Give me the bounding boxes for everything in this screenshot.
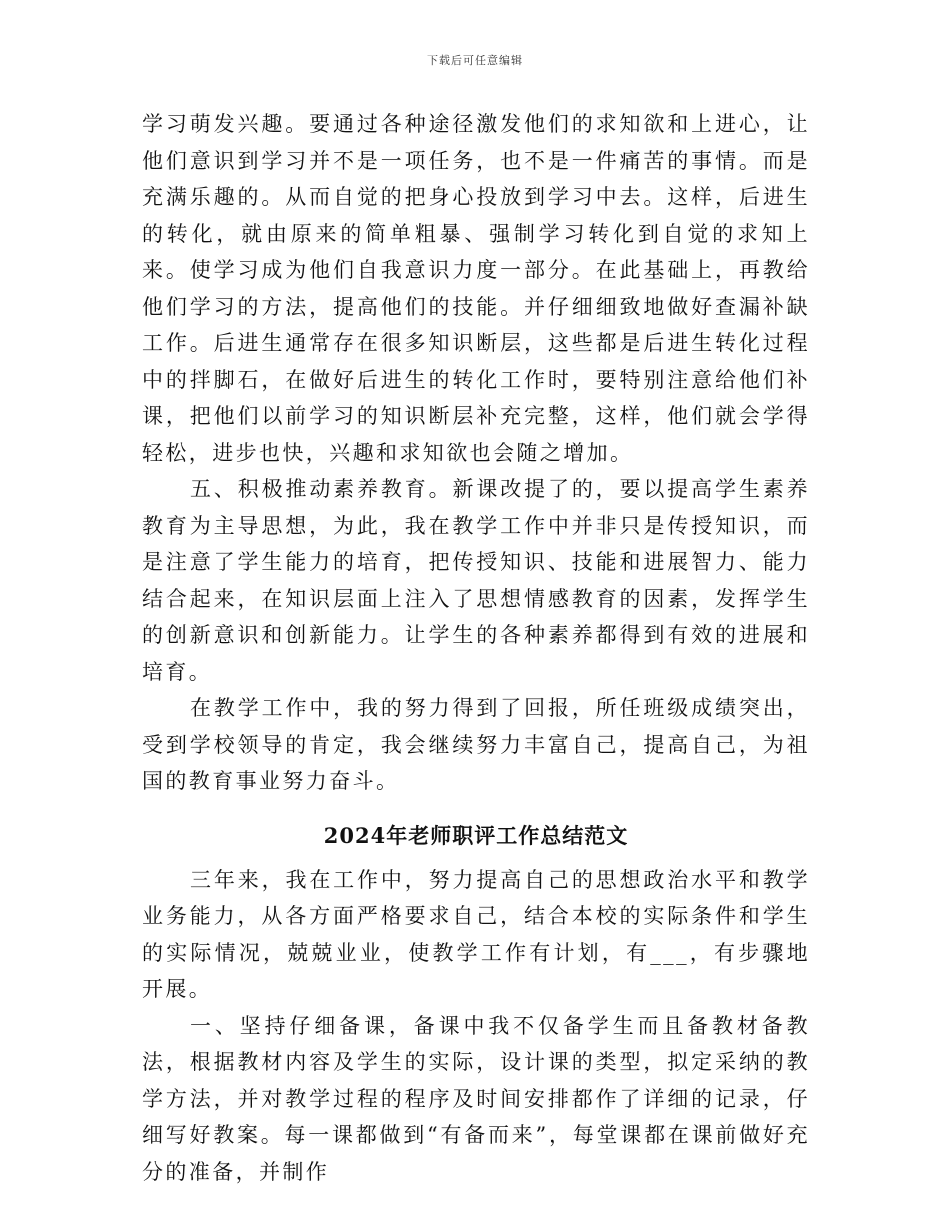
paragraph-conclusion: 在教学工作中，我的努力得到了回报，所任班级成绩突出，受到学校领导的肯定，我会继续努力丰富自己，提高自己，为祖国的教育事业努力奋斗。 — [142, 696, 810, 793]
section-title: 2024年老师职评工作总结范文 — [323, 822, 629, 848]
document-body — [142, 106, 810, 1190]
paragraph-intro: 三年来，我在工作中，努力提高自己的思想政治水平和教学业务能力，从各方面严格要求自己，结合本校的实际条件和学生的实际情况，兢兢业业，使教学工作有计划，有___，有步骤地开展。 — [142, 867, 810, 1001]
paragraph-lesson-prep: 一、坚持仔细备课，备课中我不仅备学生而且备教材备教法，根据教材内容及学生的实际，设计课的类型，拟定采纳的教学方法，并对教学过程的程序及时间安排都作了详细的记录，仔细写好教案。每一课都做到“有备而来”，每堂课都在课前做好充分的准备，并制作 — [142, 1013, 810, 1184]
paragraph-quality-education: 五、积极推动素养教育。新课改提了的，要以提高学生素养教育为主导思想，为此，我在教学工作中并非只是传授知识，而是注意了学生能力的培育，把传授知识、技能和进展智力、能力结合起来，在知识层面上注入了思想情感教育的因素，发挥学生的创新意识和创新能力。让学生的各种素养都得到有效的进展和培育。 — [142, 477, 810, 684]
paragraph-continuation: 学习萌发兴趣。要通过各种途径激发他们的求知欲和上进心，让他们意识到学习并不是一项任务，也不是一件痛苦的事情。而是充满乐趣的。从而自觉的把身心投放到学习中去。这样，后进生的转化，就由原来的简单粗暴、强制学习转化到自觉的求知上来。使学习成为他们自我意识力度一部分。在此基础上，再教给他们学习的方法，提高他们的技能。并仔细细致地做好查漏补缺工作。后进生通常存在很多知识断层，这些都是后进生转化过程中的拌脚石，在做好后进生的转化工作时，要特别注意给他们补课，把他们以前学习的知识断层补充完整，这样，他们就会学得轻松，进步也快，兴趣和求知欲也会随之增加。 — [142, 112, 810, 465]
page-header: 下载后可任意编辑 — [427, 54, 523, 67]
